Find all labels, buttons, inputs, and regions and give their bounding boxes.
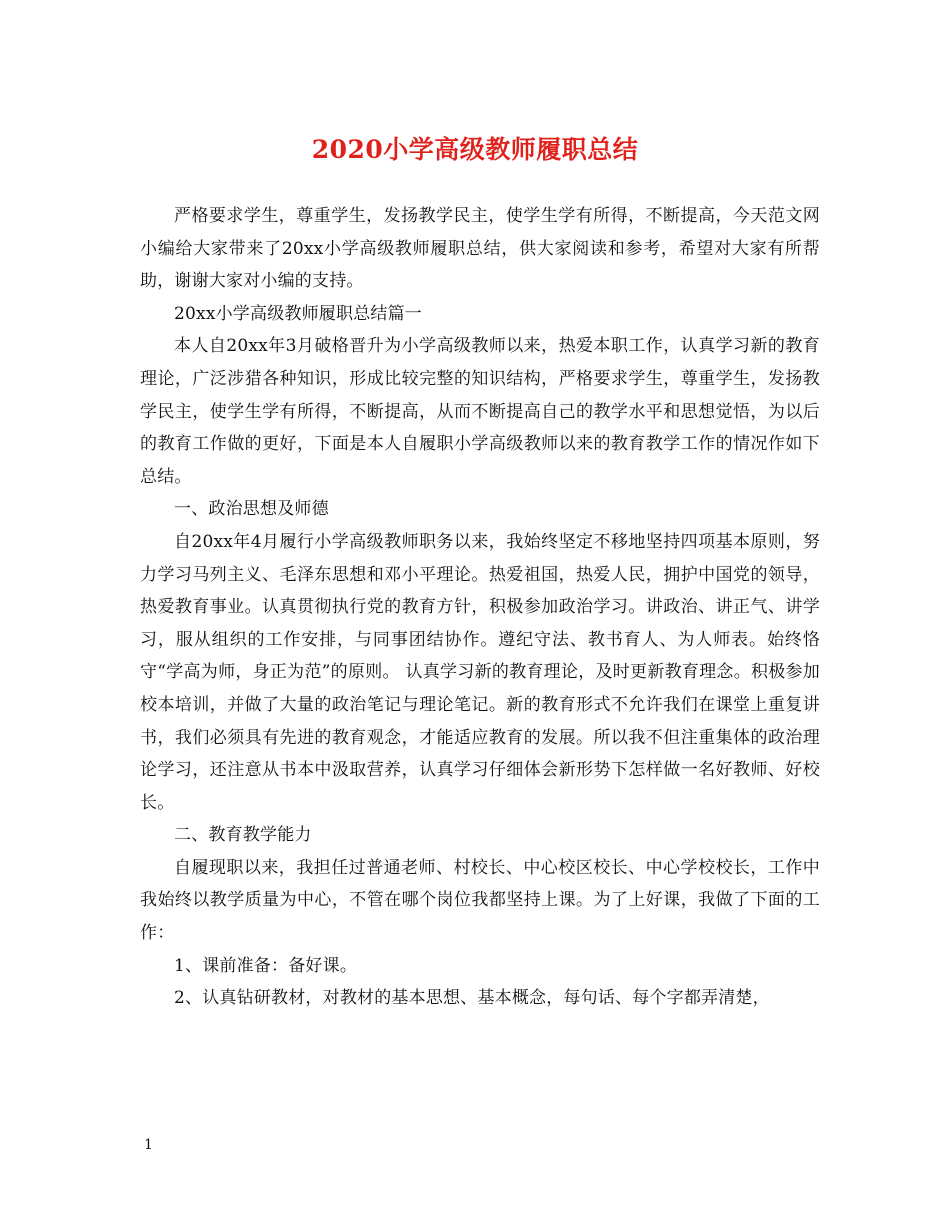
politics-paragraph: 自20xx年4月履行小学高级教师职务以来，我始终坚定不移地坚持四项基本原则，努力学习马列主义、毛泽东思想和邓小平理论。热爱祖国，热爱人民，拥护中国党的领导，热爱教育事业。认真贯彻执行党的教育方针，积极参加政治学习。讲政治、讲正气、讲学习，服从组织的工作安排，与同事团结协作。遵纪守法、教书育人、为人师表。始终恪守“学高为师，身正为范”的原则。 认真学习新的教育理论，及时更新教育理念。积极参加校本培训，并做了大量的政治笔记与理论笔记。新的教育形式不允许我们在课堂上重复讲书，我们必须具有先进的教育观念，才能适应教育的发展。所以我不但注重集体的政治理论学习，还注意从书本中汲取营养，认真学习仔细体会新形势下怎样做一名好教师、好校长。 <box>140 531 820 813</box>
teaching-paragraph: 自履现职以来，我担任过普通老师、村校长、中心校区校长、中心学校校长，工作中我始终以教学质量为中心，不管在哪个岗位我都坚持上课。为了上好课，我做了下面的工作： <box>140 857 820 944</box>
page-number: 1 <box>144 1137 153 1153</box>
intro-paragraph: 严格要求学生，尊重学生，发扬教学民主，使学生学有所得，不断提高，今天范文网小编给大家带来了20xx小学高级教师履职总结，供大家阅读和参考，希望对大家有所帮助，谢谢大家对小编的支持。 <box>140 206 820 292</box>
document-title: 2020小学高级教师履职总结 <box>311 135 639 164</box>
section-heading-teaching: 二、教育教学能力 <box>174 825 312 846</box>
section-heading-part-one: 20xx小学高级教师履职总结篇一 <box>174 303 423 324</box>
summary-paragraph: 本人自20xx年3月破格晋升为小学高级教师以来，热爱本职工作，认真学习新的教育理论，广泛涉猎各种知识，形成比较完整的知识结构，严格要求学生，尊重学生，发扬教学民主，使学生学有所得，不断提高，从而不断提高自己的教学水平和思想觉悟，为以后的教育工作做的更好，下面是本人自履职小学高级教师以来的教育教学工作的情况作如下总结。 <box>140 336 820 487</box>
section-heading-politics: 一、政治思想及师德 <box>174 499 329 520</box>
document-body <box>140 200 820 1015</box>
list-item-prep: 1、课前准备：备好课。 <box>174 955 358 976</box>
list-item-study: 2、认真钻研教材，对教材的基本思想、基本概念，每句话、每个字都弄清楚， <box>174 988 770 1009</box>
